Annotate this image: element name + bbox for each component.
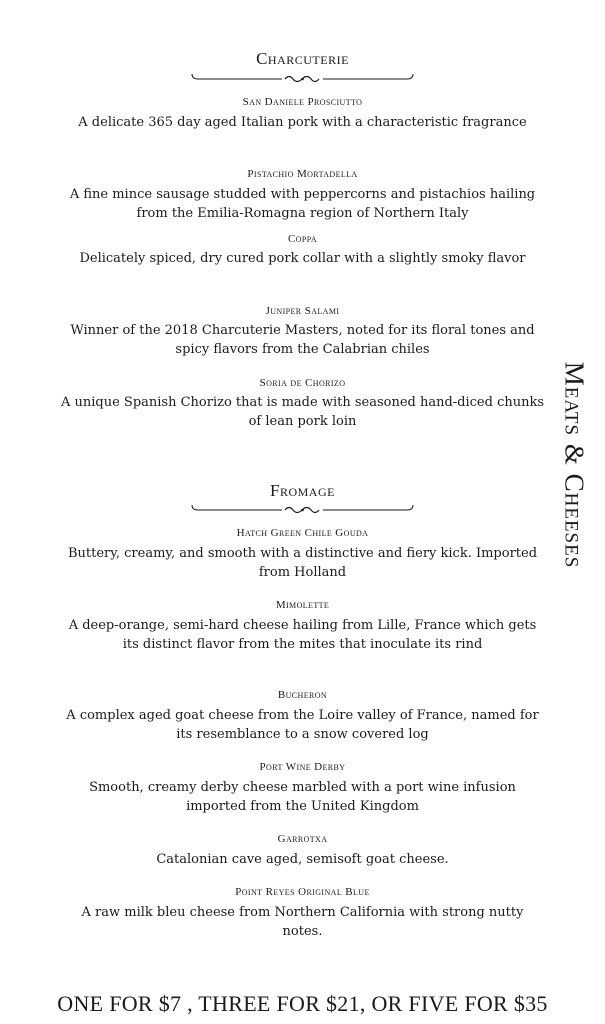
fromage-item-name-mimolette: Mimolette <box>275 599 330 611</box>
charcuterie-title: Charcuterie <box>256 49 349 68</box>
fromage-item-desc-derby: Smooth, creamy derby cheese marbled with a port wine infusion imported from the United Kingdom <box>89 780 516 814</box>
charcuterie-item-desc-coppa: Delicately spiced, dry cured pork collar with a slightly smoky flavor <box>79 251 526 266</box>
charcuterie-item-desc-prosciutto: A delicate 365 day aged Italian pork with a characteristic fragrance <box>78 115 527 130</box>
fromage-item-name-bucheron: Bucheron <box>277 689 328 701</box>
fromage-item-desc-bucheron: A complex aged goat cheese from the Loire valley of France, named for its resemblance to a snow covered log <box>66 708 539 742</box>
fromage-item-desc-garrotxa: Catalonian cave aged, semisoft goat cheese. <box>156 852 449 867</box>
charcuterie-item-name-prosciutto: San Daniele Prosciutto <box>242 96 363 108</box>
fromage-item-name-derby: Port Wine Derby <box>259 761 346 773</box>
fromage-item-name-blue: Point Reyes Original Blue <box>235 886 370 898</box>
fromage-item-desc-gouda: Buttery, creamy, and smooth with a distinctive and fiery kick. Imported from Holland <box>67 546 538 580</box>
charcuterie-item-name-mortadella: Pistachio Mortadella <box>247 168 358 180</box>
fromage-item-name-gouda: Hatch Green Chile Gouda <box>236 527 369 539</box>
fromage-item-desc-mimolette: A deep-orange, semi-hard cheese hailing from Lille, France which gets its distinct flavor from the mites that inoculate its rind <box>68 618 537 652</box>
charcuterie-item-name-chorizo: Soria de Chorizo <box>259 377 346 389</box>
charcuterie-item-desc-mortadella: A fine mince sausage studded with peppercorns and pistachios hailing from the Emilia-Romagna region of Northern Italy <box>69 187 536 221</box>
charcuterie-item-desc-chorizo: A unique Spanish Chorizo that is made with seasoned hand-diced chunks of lean pork loin <box>60 395 545 429</box>
pricing-footer: ONE FOR $7 , THREE FOR $21, OR FIVE FOR $35 <box>57 991 548 1016</box>
flourish-divider-icon <box>190 72 415 82</box>
flourish-divider-icon <box>190 503 415 513</box>
charcuterie-item-desc-salami: Winner of the 2018 Charcuterie Masters, noted for its floral tones and spicy flavors from the Calabrian chiles <box>70 323 535 357</box>
side-title: Meats & Cheeses <box>559 361 590 569</box>
fromage-title: Fromage <box>270 481 335 500</box>
fromage-item-name-garrotxa: Garrotxa <box>277 833 328 845</box>
charcuterie-item-name-salami: Juniper Salami <box>265 305 340 317</box>
charcuterie-item-name-coppa: Coppa <box>287 233 318 245</box>
fromage-item-desc-blue: A raw milk bleu cheese from Northern California with strong nutty notes. <box>81 905 524 939</box>
